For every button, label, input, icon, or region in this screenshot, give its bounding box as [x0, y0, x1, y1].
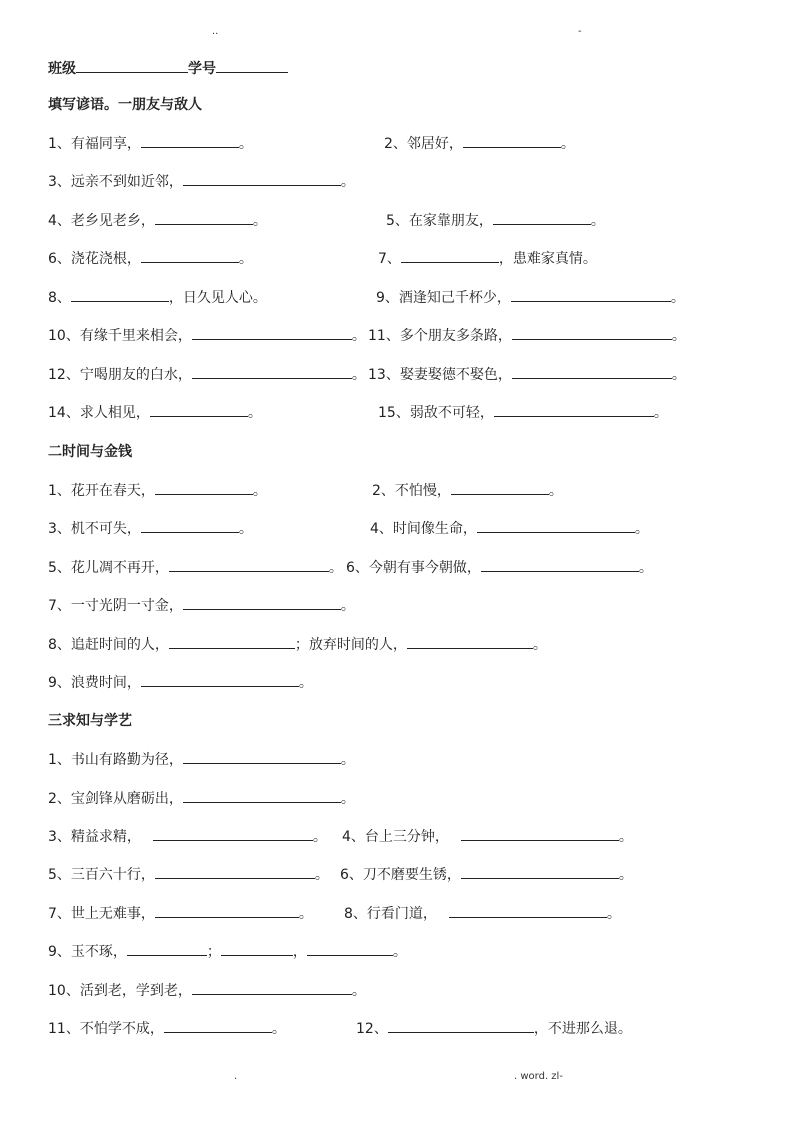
- answer-blank[interactable]: [512, 364, 672, 379]
- period: 。: [671, 328, 686, 344]
- period: 。: [312, 829, 327, 845]
- period: 。: [340, 791, 355, 807]
- period: 。: [328, 560, 343, 576]
- period: 。: [653, 405, 668, 421]
- answer-blank[interactable]: [221, 941, 293, 956]
- period: 。: [238, 521, 253, 537]
- section-title-time: 二时间与金钱: [48, 444, 132, 460]
- answer-blank[interactable]: [192, 980, 352, 995]
- proverb-label: 7、一寸光阴一寸金，: [48, 598, 183, 614]
- proverb-label: 6、今朝有事今朝做，: [346, 560, 481, 576]
- answer-blank[interactable]: [155, 480, 253, 495]
- proverb-label: 4、时间像生命，: [370, 521, 477, 537]
- header-left-mark: ..: [212, 26, 219, 37]
- answer-blank[interactable]: [477, 518, 635, 533]
- period: 。: [298, 675, 313, 691]
- proverb-label: 2、不怕慢，: [372, 483, 451, 499]
- period: 。: [340, 174, 355, 190]
- answer-blank[interactable]: [155, 210, 253, 225]
- class-label: 班级: [48, 61, 76, 77]
- period: 。: [238, 136, 253, 152]
- period: 。: [247, 405, 262, 421]
- answer-blank[interactable]: [461, 826, 619, 841]
- period: 。: [670, 290, 685, 306]
- section-title-learning: 三求知与学艺: [48, 713, 132, 729]
- proverb-tail: ，不进那么退。: [533, 1021, 632, 1037]
- answer-blank[interactable]: [169, 634, 295, 649]
- proverb-label: 5、花儿凋不再开，: [48, 560, 169, 576]
- period: 。: [590, 213, 605, 229]
- proverb-middle: ；放弃时间的人，: [294, 637, 407, 653]
- proverb-label: 1、花开在春天，: [48, 483, 155, 499]
- period: 。: [618, 867, 633, 883]
- answer-blank[interactable]: [141, 518, 239, 533]
- period: 。: [252, 483, 267, 499]
- period: 。: [351, 983, 366, 999]
- proverb-label: 6、浇花浇根，: [48, 251, 141, 267]
- footer-left-mark: .: [234, 1071, 238, 1082]
- answer-blank[interactable]: [150, 402, 248, 417]
- answer-blank[interactable]: [183, 749, 341, 764]
- answer-blank[interactable]: [401, 248, 499, 263]
- proverb-label: 15、弱敌不可轻，: [378, 405, 494, 421]
- proverb-label: 8、追赶时间的人，: [48, 637, 169, 653]
- class-blank[interactable]: [76, 58, 188, 73]
- proverb-label: 13、娶妻娶德不娶色，: [368, 367, 512, 383]
- class-id-line: [48, 58, 288, 80]
- period: 。: [548, 483, 563, 499]
- period: 。: [351, 328, 366, 344]
- answer-blank[interactable]: [155, 864, 315, 879]
- answer-blank[interactable]: [388, 1018, 534, 1033]
- proverb-label: 7、: [378, 251, 401, 267]
- period: 。: [340, 752, 355, 768]
- answer-blank[interactable]: [71, 287, 169, 302]
- answer-blank[interactable]: [141, 133, 239, 148]
- answer-blank[interactable]: [127, 941, 207, 956]
- proverb-label: 4、老乡见老乡，: [48, 213, 155, 229]
- proverb-label: 9、玉不琢，: [48, 944, 127, 960]
- answer-blank[interactable]: [481, 557, 639, 572]
- proverb-label: 11、不怕学不成，: [48, 1021, 164, 1037]
- answer-blank[interactable]: [183, 788, 341, 803]
- period: 。: [606, 906, 621, 922]
- proverb-label: 14、求人相见，: [48, 405, 150, 421]
- answer-blank[interactable]: [155, 903, 299, 918]
- answer-blank[interactable]: [192, 325, 352, 340]
- proverb-label: 5、三百六十行，: [48, 867, 155, 883]
- proverb-label: 8、行看门道，: [344, 906, 437, 922]
- answer-blank[interactable]: [183, 595, 341, 610]
- answer-blank[interactable]: [511, 287, 671, 302]
- answer-blank[interactable]: [153, 826, 313, 841]
- period: 。: [351, 367, 366, 383]
- proverb-label: 9、浪费时间，: [48, 675, 141, 691]
- period: 。: [392, 944, 407, 960]
- header-right-mark: -: [578, 26, 582, 37]
- proverb-label: 2、宝剑锋从磨砺出，: [48, 791, 183, 807]
- proverb-label: 10、活到老，学到老，: [48, 983, 192, 999]
- semicolon: ；: [206, 944, 221, 960]
- period: 。: [340, 598, 355, 614]
- section-title-friends: 填写谚语。一朋友与敌人: [48, 97, 202, 113]
- answer-blank[interactable]: [451, 480, 549, 495]
- proverb-label: 3、机不可失，: [48, 521, 141, 537]
- answer-blank[interactable]: [164, 1018, 272, 1033]
- period: 。: [271, 1021, 286, 1037]
- answer-blank[interactable]: [307, 941, 393, 956]
- answer-blank[interactable]: [449, 903, 607, 918]
- proverb-label: 11、多个朋友多条路，: [368, 328, 512, 344]
- proverb-label: 3、远亲不到如近邻，: [48, 174, 183, 190]
- proverb-label: 5、在家靠朋友，: [386, 213, 493, 229]
- period: 。: [252, 213, 267, 229]
- comma: ，: [446, 867, 461, 883]
- answer-blank[interactable]: [407, 634, 533, 649]
- answer-blank[interactable]: [493, 210, 591, 225]
- period: 。: [560, 136, 575, 152]
- proverb-label: 8、: [48, 290, 71, 306]
- comma: ，: [292, 944, 307, 960]
- period: 。: [532, 637, 547, 653]
- proverb-label: 6、刀不磨要生锈: [340, 867, 447, 883]
- answer-blank[interactable]: [141, 248, 239, 263]
- footer-right-mark: . word. zl-: [514, 1071, 563, 1082]
- proverb-label: 1、书山有路勤为径，: [48, 752, 183, 768]
- proverb-label: 12、: [356, 1021, 388, 1037]
- answer-blank[interactable]: [494, 402, 654, 417]
- proverb-tail: ，患难家真情。: [498, 251, 597, 267]
- answer-blank[interactable]: [461, 864, 619, 879]
- answer-blank[interactable]: [141, 672, 299, 687]
- proverb-label: 9、酒逢知己千杯少，: [376, 290, 511, 306]
- answer-blank[interactable]: [169, 557, 329, 572]
- period: 。: [638, 560, 653, 576]
- proverb-label: 2、邻居好，: [384, 136, 463, 152]
- period: 。: [298, 906, 313, 922]
- period: 。: [314, 867, 329, 883]
- proverb-tail: ，日久见人心。: [168, 290, 267, 306]
- proverb-label: 7、世上无难事，: [48, 906, 155, 922]
- answer-blank[interactable]: [512, 325, 672, 340]
- proverb-label: 10、有缘千里来相会，: [48, 328, 192, 344]
- period: 。: [671, 367, 686, 383]
- id-label: 学号: [188, 61, 216, 77]
- proverb-label: 12、宁喝朋友的白水，: [48, 367, 192, 383]
- answer-blank[interactable]: [183, 171, 341, 186]
- answer-blank[interactable]: [192, 364, 352, 379]
- period: 。: [618, 829, 633, 845]
- proverb-label: 3、精益求精，: [48, 829, 141, 845]
- proverb-label: 4、台上三分钟，: [342, 829, 449, 845]
- id-blank[interactable]: [216, 58, 288, 73]
- period: 。: [634, 521, 649, 537]
- period: 。: [238, 251, 253, 267]
- answer-blank[interactable]: [463, 133, 561, 148]
- proverb-label: 1、有福同享，: [48, 136, 141, 152]
